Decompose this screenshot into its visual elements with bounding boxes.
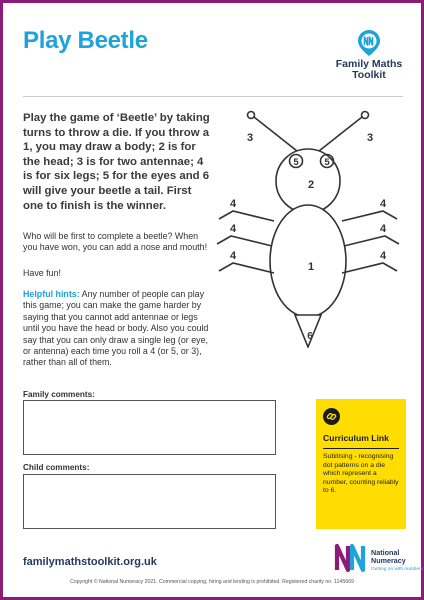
- game-instructions: Play the game of ‘Beetle’ by taking turns to throw a die. If you throw a 1, you may draw a body; 2 is for the head; 3 is for two antennae; 4 is for six legs; 5 for the eyes and 6 will give your beetle a tail. First one to finish is the winner.: [23, 112, 210, 212]
- label-leg-right-top: 4: [379, 198, 387, 210]
- label-leg-left-bottom: 4: [229, 250, 237, 262]
- link-icon: [323, 408, 340, 425]
- label-eye-left: 5: [293, 157, 299, 168]
- helpful-hints: [23, 289, 213, 369]
- leg-right-bottom: [342, 263, 397, 273]
- leg-left-top: [219, 211, 274, 221]
- page-title: Play Beetle: [23, 27, 148, 54]
- child-comments-box[interactable]: [23, 474, 276, 529]
- helpful-hints-label: Helpful hints:: [23, 289, 80, 299]
- copyright-notice: Copyright © National Numeracy 2021. Commercial copying, hiring and lending is prohibited. Registered charity no. 1145669: [70, 579, 354, 585]
- label-leg-left-mid: 4: [229, 223, 237, 235]
- label-eye-right: 5: [324, 157, 330, 168]
- label-antenna-left: 3: [246, 132, 254, 144]
- logo-line-2: Toolkit: [352, 69, 386, 81]
- org-line-1: National: [371, 548, 400, 557]
- child-comments-label: Child comments:: [23, 463, 90, 472]
- location-pin-nn-icon: [357, 29, 381, 57]
- website-url[interactable]: familymathstoolkit.org.uk: [23, 556, 157, 568]
- curriculum-link-title: Curriculum Link: [323, 433, 389, 443]
- title-divider: [23, 96, 403, 97]
- logo-line-1: Family Maths: [335, 58, 403, 70]
- winner-question: Who will be first to complete a beetle? When you have won, you can add a nose and mouth!: [23, 231, 208, 253]
- label-leg-right-bottom: 4: [379, 250, 387, 262]
- have-fun-text: Have fun!: [23, 268, 61, 278]
- org-tagline: Getting on with numbers: [371, 567, 423, 572]
- antenna-right: [319, 117, 362, 151]
- antenna-left-tip: [248, 112, 255, 119]
- label-leg-right-mid: 4: [379, 223, 387, 235]
- leg-left-mid: [217, 236, 272, 246]
- org-line-2: Numeracy: [371, 556, 406, 565]
- label-head: 2: [307, 179, 315, 191]
- label-body: 1: [307, 261, 315, 273]
- family-maths-toolkit-logo: [329, 29, 409, 81]
- antenna-right-tip: [362, 112, 369, 119]
- curriculum-link-text: Subitising - recognising dot patterns on a die which represent a number, counting reliably to 6.: [323, 453, 399, 495]
- antenna-left: [254, 117, 297, 151]
- label-tail: 6: [307, 331, 313, 342]
- family-comments-label: Family comments:: [23, 390, 95, 399]
- leg-left-bottom: [219, 263, 274, 273]
- helpful-hints-text: Any number of people can play this game; you can make the game harder by saying that you cannot add antennae or legs until you have the head or body. Also you could say that you can only draw a single leg (or eye, or antenna) each time you roll a 4 (or 5, or 3), rather than all of them.: [23, 289, 209, 368]
- leg-right-mid: [344, 236, 399, 246]
- label-antenna-right: 3: [366, 132, 374, 144]
- curriculum-link-panel: [316, 399, 406, 529]
- curriculum-divider: [323, 448, 399, 449]
- label-leg-left-top: 4: [229, 198, 237, 210]
- national-numeracy-name: [371, 549, 406, 565]
- leg-right-top: [342, 211, 397, 221]
- beetle-drawing: [203, 103, 413, 348]
- family-comments-box[interactable]: [23, 400, 276, 455]
